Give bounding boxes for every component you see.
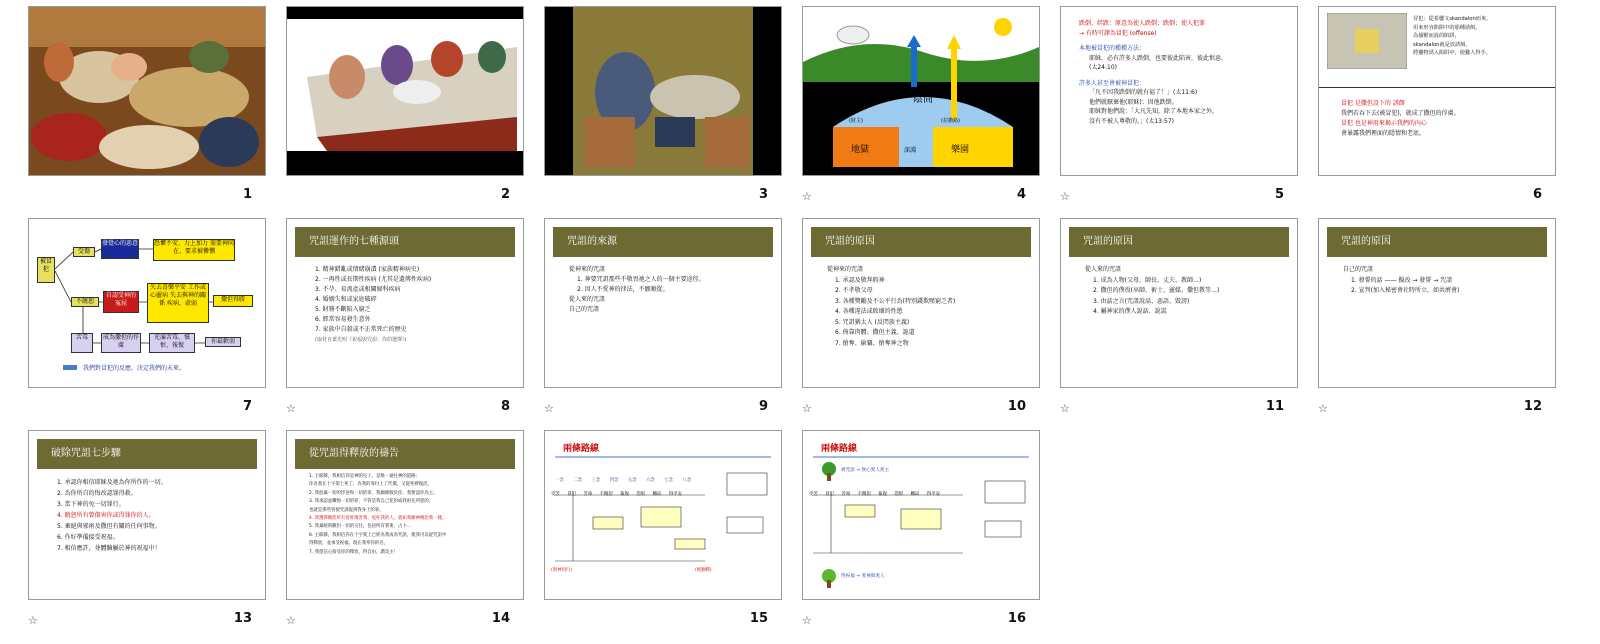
text-line: 耶穌，必有許多人跌倒，也要彼此陷害，彼此恨惡。 — [1089, 54, 1228, 62]
slide-5-content — [1060, 6, 1298, 176]
path-step: 轉向 — [910, 492, 920, 497]
slide-7-flowchart — [28, 218, 266, 388]
slide-title: 從咒詛得釋放的禱告 — [295, 439, 515, 469]
text-line: 他們就厭棄他(耶穌)；因他跌倒。 — [1089, 98, 1178, 106]
flow-node: 充滿苦毒、憤恨、報復 — [149, 333, 195, 353]
text-line: 5. 財務不斷陷入窮乏 — [315, 306, 371, 313]
path-step: 苦毒 — [841, 492, 851, 497]
text-line: 6. 主耶穌，我相信你在十字架上已經為我成為咒詛，使我可以從咒詛中 — [309, 532, 447, 538]
slide-thumbnail-12[interactable] — [1318, 218, 1556, 423]
text-line: (取材自葉光明《祝福與咒詛：你的選擇》) — [315, 337, 407, 343]
rich-man-label: (財主) — [849, 118, 863, 124]
text-line: 4. 屬神家的僕人說話、說謊 — [1093, 308, 1167, 315]
bullet-line: 自己的咒詛 — [1343, 266, 1374, 273]
text-line: 冒犯：從希臘文skandalon而來， — [1413, 16, 1492, 22]
slide-13-content — [28, 430, 266, 600]
text-line: 用來形容陷阱中的那種誘餌。 — [1413, 24, 1481, 31]
path-step: 二念 — [573, 478, 582, 483]
text-line: 7. 搶奪、偷竊、搶奪神之物 — [835, 339, 909, 347]
slide-transition-icon: ☆ — [802, 402, 812, 415]
path-step: 報復 — [620, 492, 629, 497]
slide-number: 4 — [1016, 187, 1026, 202]
flow-node: 苦毒 — [71, 333, 93, 353]
text-line: 你為我在十字架上死了，為我的罪付上了代價，又從死裡復活。 — [309, 482, 432, 488]
path-step: 怨恨 — [894, 492, 904, 497]
slide-transition-icon: ☆ — [802, 614, 812, 627]
text-line: 1. 承認你相信耶穌及祂為你所作的一切。 — [57, 479, 167, 486]
flow-node: 被冒犯 — [37, 257, 55, 283]
slide-transition-icon: ☆ — [1318, 402, 1328, 415]
slide-number: 14 — [491, 611, 510, 626]
slide-number: 10 — [1007, 399, 1026, 414]
flow-node: 撒但得勝 — [213, 295, 253, 307]
slide-thumbnail-8[interactable] — [286, 218, 524, 423]
slide-thumbnail-4[interactable] — [802, 6, 1040, 211]
flowchart-caption: 我們對冒犯的反應，決定我們的未來。 — [83, 365, 186, 372]
text-line: 3. 不孕、易流產或相關婦科疾病 — [315, 286, 401, 293]
slide-thumbnail-1[interactable] — [28, 6, 266, 211]
slide-thumbnail-9[interactable] — [544, 218, 782, 423]
slide-9-content — [544, 218, 782, 388]
path-step: 冒犯 — [825, 492, 834, 497]
text-line: 「凡不因我跌倒的就有福了！」(太11:6) — [1089, 89, 1198, 96]
text-line: 3. 我承認並懺悔一切的罪，不管是我自己犯的或我祖先所犯的， — [309, 499, 434, 505]
slide-number: 13 — [233, 611, 252, 626]
slide-title: 咒詛的原因 — [1327, 227, 1547, 257]
slide-transition-icon: ☆ — [1060, 402, 1070, 415]
slide-1-image — [28, 6, 266, 176]
text-line: 2. 我放棄一切的悖逆和一切的罪，我願降服於你，我要認你為主。 — [309, 490, 438, 496]
path-step: 五念 — [627, 478, 637, 483]
paradise-label: 樂園 — [951, 145, 970, 155]
mosaic-image — [545, 7, 781, 175]
text-line: 許多人甚至會被神冒犯： — [1079, 79, 1146, 87]
path-step: 受苦 — [551, 492, 560, 497]
flow-node: 自認受神的冤屈 — [103, 291, 139, 313]
bullet-line: 從神來的咒詛 — [827, 266, 864, 273]
slide-6-content — [1318, 6, 1556, 176]
two-paths-diagram — [545, 431, 781, 599]
lazarus-label: (拉撒路) — [941, 118, 960, 124]
slide-title: 兩條路線 — [821, 444, 858, 454]
slide-thumbnail-6[interactable] — [1318, 6, 1556, 211]
text-line: 1. 成為人物(父母、師長、丈夫、教師…) — [1093, 276, 1202, 284]
text-line: 2. 一再性或長期性疾病 (尤其是遺傳性疾病) — [315, 276, 432, 283]
text-line: 耶穌對他們說：「大凡先知，除了本地本家之外， — [1089, 108, 1219, 115]
text-line: 1. 承認及敬拜假神 — [835, 276, 885, 284]
slide-title: 兩條路線 — [563, 444, 600, 454]
slide-number: 6 — [1532, 187, 1542, 202]
slide-3-image — [544, 6, 782, 176]
slide-thumbnail-13[interactable] — [28, 430, 266, 635]
text-line: 7. 相信應許，並體驗屬於神的祝福中！ — [57, 545, 161, 552]
text-line: 2. 為你所自的悔改認罪得救。 — [57, 490, 137, 497]
path-step: 三念 — [591, 478, 601, 483]
text-line: → 有時可譯為冒犯 (offense) — [1079, 29, 1157, 37]
slide-number: 12 — [1523, 399, 1542, 414]
text-line: 3. 當下神的免一切罪行。 — [57, 501, 125, 508]
slide-16-content — [802, 430, 1040, 600]
hell-label: 地獄 — [851, 145, 870, 155]
gulf-label: 深淵 — [904, 147, 917, 154]
slide-number: 9 — [758, 399, 768, 414]
slide-number: 7 — [242, 399, 252, 414]
text-line: skandalon就是放誘餌， — [1413, 41, 1471, 48]
slide-title: 咒詛的原因 — [811, 227, 1031, 257]
text-line: 跌倒、絆跌：原意為使人跌倒；跌倒；使人犯罪 — [1079, 20, 1206, 27]
text-line: 2. 不孝敬父母 — [835, 287, 873, 294]
curse-path-label: 被咒詛 → 無心愛人愛主 — [841, 468, 890, 473]
bullet-line: 從人來的咒詛 — [569, 296, 606, 303]
path-step: 冒犯 — [567, 492, 576, 497]
slide-2-image — [286, 6, 524, 176]
slide-transition-icon: ☆ — [28, 614, 38, 627]
path-step: 不饒恕 — [599, 492, 613, 497]
text-line: 4. 各種違法或敗壞的性慾 — [835, 308, 903, 315]
slide-thumbnail-2[interactable] — [286, 6, 524, 211]
slide-thumbnail-5[interactable] — [1060, 6, 1298, 211]
path-step: 七念 — [664, 478, 674, 483]
text-line: 4. 婚姻失和或家庭破碎 — [315, 296, 377, 303]
flow-node: 失去喜樂平安 工作或心靈病 失去與神的關係 疾病、虛弱 — [147, 283, 209, 323]
text-line: 7. 家族中自殺或不正常死亡的歷史 — [315, 326, 407, 333]
path-step: 八念 — [682, 478, 692, 483]
slide-number: 15 — [749, 611, 768, 626]
flow-node: 你最軟弱 — [205, 337, 241, 347]
path-step: 四念 — [609, 478, 619, 483]
flow-node: 成為撒但的俘虜 — [101, 333, 141, 353]
path-step: 六念 — [646, 478, 655, 483]
slide-8-content — [286, 218, 524, 388]
afterlife-diagram — [803, 7, 1039, 175]
text-line: 沒有不被人尊敬的。」(太13:57) — [1089, 117, 1174, 125]
slide-number: 16 — [1007, 611, 1026, 626]
text-line: 1. 精神錯亂或情緒崩潰 (家族精神病史) — [315, 266, 420, 273]
bullet-line: 從人來的咒詛 — [1085, 266, 1122, 273]
slide-transition-icon: ☆ — [544, 402, 554, 415]
path-caption: (與神同行) — [551, 568, 572, 573]
text-line: 冒犯 也是神用來揭示我們的內心 — [1341, 120, 1427, 127]
two-paths-diagram — [803, 431, 1039, 599]
slide-thumbnail-14[interactable] — [286, 430, 524, 635]
slide-transition-icon: ☆ — [286, 402, 296, 415]
slide-thumbnail-11[interactable] — [1060, 218, 1298, 423]
text-line: 4. 饒恕所有曾傷害你或得罪你的人。 — [57, 512, 155, 519]
text-line: 6. 倚靠肉體、撒但主義、詭道 — [835, 329, 915, 336]
text-line: 3. 各種獎勵及不公平行為(特別錢欺壓窮乏者) — [835, 297, 956, 305]
text-line: 也就是那些曾使咒詛臨到我身上的罪。 — [309, 507, 384, 513]
slide-10-content — [802, 218, 1040, 388]
slide-title: 咒詛的來源 — [553, 227, 773, 257]
text-line: 冒犯 是撒但設下的 誘餌 — [1341, 100, 1405, 107]
flow-connectors — [29, 219, 265, 387]
slide-4-diagram — [802, 6, 1040, 176]
text-line: 4. 我選擇饒恕所有曾經傷害我、冤枉我的人，就如我願神饒恕我一樣。 — [309, 516, 447, 522]
divider — [1319, 87, 1555, 88]
banquet-painting-image — [29, 7, 265, 175]
slide-transition-icon: ☆ — [286, 614, 296, 627]
text-line: 1. 發誓的話 —— 擬改 → 發誓 → 咒詛 — [1351, 276, 1453, 284]
blessing-path-label: 得祝福 → 愛神與愛人 — [841, 574, 885, 579]
path-step: 得平安 — [668, 492, 682, 497]
slide-thumbnail-16[interactable] — [802, 430, 1040, 635]
path-step: 受苦 — [809, 492, 818, 497]
text-line: 得釋放，並承受祝福。現在我奉你的名， — [309, 541, 389, 547]
text-line: 7. 我憑信心接受你的釋放，得自由，讚美主！ — [309, 549, 399, 555]
text-line: 2. 宣判(加入秘密會社時所立，如共濟會) — [1351, 287, 1460, 294]
text-line: 5. 咒詛猶太人 (反閃族主義) — [835, 318, 910, 326]
flow-node: 發覺心的惡意 — [101, 239, 139, 259]
slide-number: 2 — [500, 187, 510, 202]
path-caption: (被捆綁) — [695, 568, 712, 573]
flow-node: 恐懼不安、力上加力 需要神同在、要求被憐憫 — [153, 239, 235, 261]
text-line: 5. 棄絕與邪術及撒但有關的任何事物。 — [57, 523, 161, 530]
path-step: 不饒恕 — [857, 492, 871, 497]
text-line: 6. 經常容易發生意外 — [315, 316, 371, 323]
path-step: 報復 — [878, 492, 887, 497]
slide-thumbnail-7[interactable] — [28, 218, 266, 423]
text-line: (太24:10) — [1089, 64, 1117, 71]
text-line: 3. 由話之言(咒詛說話、惡語、毀謗) — [1093, 297, 1190, 305]
path-step: 苦毒 — [583, 492, 593, 497]
slide-number: 11 — [1265, 399, 1284, 414]
text-line: 2. 因人不愛神的律法，不願順從。 — [577, 286, 669, 293]
text-line: 將獵物誘入陷阱中，使獵人得手。 — [1413, 50, 1491, 56]
text-line: 本地被冒犯的種種方法： — [1079, 45, 1146, 52]
text-line: 6. 作好準備接受祝福。 — [57, 534, 119, 541]
slide-thumbnail-3[interactable] — [544, 6, 782, 211]
text-line: 5. 我棄絕與撒但一切的交往，包括所有邪術、占卜… — [309, 524, 412, 530]
slide-title: 咒詛的原因 — [1069, 227, 1289, 257]
path-step: 得平安 — [926, 492, 940, 497]
path-step: 怨恨 — [636, 492, 646, 497]
slide-title: 破除咒詛七步驟 — [37, 439, 257, 469]
slide-number: 5 — [1274, 187, 1284, 202]
slide-14-content — [286, 430, 524, 600]
text-line: 1. 主耶穌，我相信你是神的兒子，是唯一通往神的道路； — [309, 474, 420, 479]
slide-thumbnail-15[interactable] — [544, 430, 782, 635]
slide-thumbnail-10[interactable] — [802, 218, 1040, 423]
slide-title: 咒詛運作的七種源頭 — [295, 227, 515, 257]
trap-image — [1327, 13, 1407, 69]
slide-transition-icon: ☆ — [802, 190, 812, 203]
hades-label: 陰間 — [913, 94, 933, 105]
slide-number: 3 — [758, 187, 768, 202]
path-step: 轉向 — [652, 492, 662, 497]
slide-number: 8 — [500, 399, 510, 414]
text-line: 2. 撒但的僕役(巫師、術士、靈媒、撒但教等…) — [1093, 287, 1220, 294]
text-line: 會暴露我們裡面的隱情和老底。 — [1341, 130, 1426, 137]
text-line: 為捕獸而設的陷阱， — [1413, 33, 1460, 39]
text-line: 我們若吞下去(被冒犯)，就成了撒但的俘虜。 — [1341, 110, 1460, 117]
slide-11-content — [1060, 218, 1298, 388]
slide-15-content — [544, 430, 782, 600]
bullet-line: 從神來的咒詛 — [569, 266, 606, 273]
slide-12-content — [1318, 218, 1556, 388]
slide-transition-icon: ☆ — [1060, 190, 1070, 203]
flow-node: 受傷 — [73, 247, 95, 257]
text-line: 1. 神要咒詛那些不敬畏祂之人的一個主要途徑。 — [577, 276, 705, 283]
path-step: 一念 — [555, 478, 564, 483]
slide-number: 1 — [242, 187, 252, 202]
flow-node: 不饒恕 — [71, 297, 99, 307]
bullet-line: 自己的咒詛 — [569, 306, 600, 313]
last-supper-painting-image — [287, 7, 523, 175]
